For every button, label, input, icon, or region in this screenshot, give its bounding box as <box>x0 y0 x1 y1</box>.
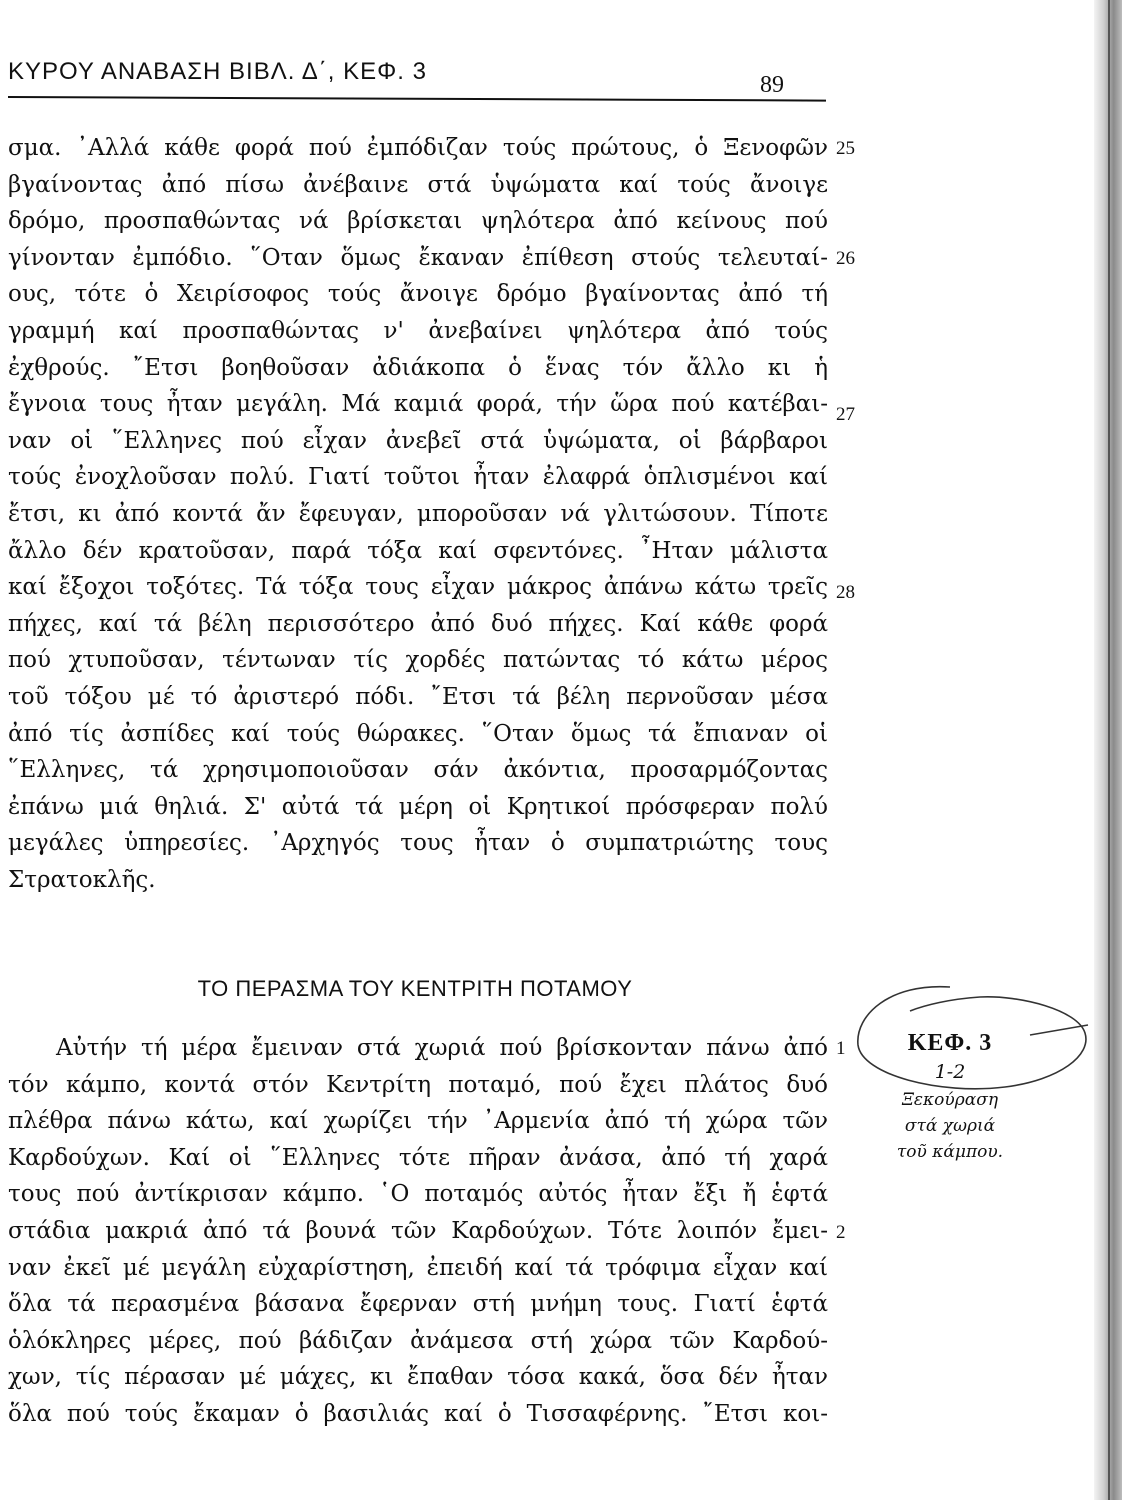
text-line: πού χτυποῦσαν, τέντωναν τίς χορδές πατώντας τό κάτω μέρος <box>8 647 828 674</box>
text-line: Αὐτήν τή μέρα ἔμειναν στά χωριά πού βρίσκονταν πάνω ἀπό <box>56 1035 828 1061</box>
text-line: βγαίνοντας ἀπό πίσω ἀνέβαινε στά ὑψώματα καί τούς ἄνοιγε <box>8 171 828 198</box>
text-line: ἐπάνω μιά θηλιά. Σ' αὐτά τά μέρη οἱ Κρητικοί πρόσφεραν πολύ <box>8 793 828 820</box>
text-line: τους πού ἀντίκρισαν κάμπο. ῾Ο ποταμός αὐτός ἦταν ἔξι ἤ ἑφτά <box>8 1181 828 1208</box>
text-line: ἀπό τίς ἀσπίδες καί τούς θώρακες. ῞Οταν ὅμως τά ἔπιαναν οἱ <box>8 720 828 747</box>
margin-chapter-label: ΚΕΦ. 3 <box>907 1030 993 1056</box>
text-line: Καρδούχων. Καί οἱ ῞Ελληνες τότε πῆραν ἀνάσα, ἀπό τή χαρά <box>8 1144 828 1171</box>
top-paragraph <box>8 130 828 898</box>
text-line: στάδια μακριά ἀπό τά βουνά τῶν Καρδούχων. Τότε λοιπόν ἔμει- <box>8 1217 828 1244</box>
text-line: πήχες, καί τά βέλη περισσότερο ἀπό δυό πήχες. Καί κάθε φορά <box>8 610 828 637</box>
line-number-27: 27 <box>836 404 855 425</box>
text-line: τόν κάμπο, κοντά στόν Κεντρίτη ποταμό, πού ἔχει πλάτος δυό <box>8 1071 828 1098</box>
margin-description-line: στά χωριά <box>904 1116 996 1136</box>
text-line: γραμμή καί προσπαθώντας ν' ἀνεβαίνει ψηλότερα ἀπό τούς <box>8 317 828 344</box>
text-line: ὁλόκληρες μέρες, πού βάδιζαν ἀνάμεσα στή χώρα τῶν Καρδού- <box>8 1327 828 1354</box>
text-line: σμα. ᾽Αλλά κάθε φορά πού ἐμπόδιζαν τούς πρώτους, ὁ Ξενοφῶν <box>8 135 828 161</box>
section-title: ΤΟ ΠΕΡΑΣΜΑ ΤΟΥ ΚΕΝΤΡΙΤΗ ΠΟΤΑΜΟΥ <box>197 976 633 1001</box>
text-line: μεγάλες ὑπηρεσίες. ᾽Αρχηγός τους ἦταν ὁ συμπατριώτης τους <box>8 830 828 857</box>
text-line: τούς ἐνοχλοῦσαν πολύ. Γιατί τοῦτοι ἦταν ἐλαφρά ὁπλισμένοι καί <box>8 464 828 491</box>
margin-description-line: Ξεκούραση <box>901 1090 999 1110</box>
text-line: χων, τίς πέρασαν μέ μάχες, κι ἔπαθαν τόσα κακά, ὅσα δέν ἦταν <box>8 1364 828 1391</box>
text-line: ἔγνοια τους ἦταν μεγάλη. Μά καμιά φορά, τήν ὥρα πού κατέβαι- <box>8 391 828 418</box>
text-line: Στρατοκλῆς. <box>8 866 156 893</box>
book-spine-edge <box>1108 0 1110 1500</box>
section-paragraph <box>8 1030 828 1433</box>
page-number: 89 <box>760 72 784 98</box>
margin-description <box>860 1087 1040 1165</box>
margin-note <box>860 1030 1040 1165</box>
text-line: ἄλλο δέν κρατοῦσαν, παρά τόξα καί σφεντόνες. ῏Ηταν μάλιστα <box>8 537 828 564</box>
text-line: ἐχθρούς. ῎Ετσι βοηθοῦσαν ἀδιάκοπα ὁ ἕνας τόν ἄλλο κι ἡ <box>8 354 828 381</box>
line-number-28: 28 <box>836 582 855 603</box>
text-line: ὅλα πού τούς ἔκαμαν ὁ βασιλιάς καί ὁ Τισσαφέρνης. ῎Ετσι κοι- <box>8 1400 828 1427</box>
line-number-1: 1 <box>836 1038 846 1059</box>
text-line: τοῦ τόξου μέ τό ἀριστερό πόδι. ῎Ετσι τά βέλη περνοῦσαν μέσα <box>8 683 828 710</box>
text-line: καί ἔξοχοι τοξότες. Τά τόξα τους εἶχαν μάκρος ἀπάνω κάτω τρεῖς <box>8 574 828 601</box>
text-line: ναν οἱ ῞Ελληνες πού εἶχαν ἀνεβεῖ στά ὑψώματα, οἱ βάρβαροι <box>8 427 828 454</box>
line-number-26: 26 <box>836 248 855 269</box>
margin-description-line: τοῦ κάμπου. <box>896 1142 1004 1162</box>
text-line: ὅλα τά περασμένα βάσανα ἔφερναν στή μνήμη τους. Γιατί ἑφτά <box>8 1291 828 1318</box>
text-line: δρόμο, προσπαθώντας νά βρίσκεται ψηλότερα ἀπό κείνους πού <box>8 208 828 235</box>
header-rule <box>8 96 826 102</box>
line-number-2: 2 <box>836 1222 846 1243</box>
text-line: ἔτσι, κι ἀπό κοντά ἄν ἔφευγαν, μποροῦσαν νά γλιτώσουν. Τίποτε <box>8 500 828 527</box>
text-line: ῞Ελληνες, τά χρησιμοποιοῦσαν σάν ἀκόντια, προσαρμόζοντας <box>8 757 828 784</box>
margin-paragraph-range: 1-2 <box>934 1061 966 1083</box>
line-number-25: 25 <box>836 138 855 159</box>
text-line: ους, τότε ὁ Χειρίσοφος τούς ἄνοιγε δρόμο βγαίνοντας ἀπό τή <box>8 281 828 308</box>
running-head: ΚΥΡΟΥ ΑΝΑΒΑΣΗ ΒΙΒΛ. Δ΄, ΚΕΦ. 3 <box>8 58 427 85</box>
text-line: ναν ἐκεῖ μέ μεγάλη εὐχαρίστηση, ἐπειδή καί τά τρόφιμα εἶχαν καί <box>8 1254 828 1281</box>
text-line: πλέθρα πάνω κάτω, καί χωρίζει τήν ᾽Αρμενία ἀπό τή χώρα τῶν <box>8 1108 828 1135</box>
text-line: γίνονταν ἐμπόδιο. ῞Οταν ὅμως ἔκαναν ἐπίθεση στούς τελευταί- <box>8 244 828 271</box>
